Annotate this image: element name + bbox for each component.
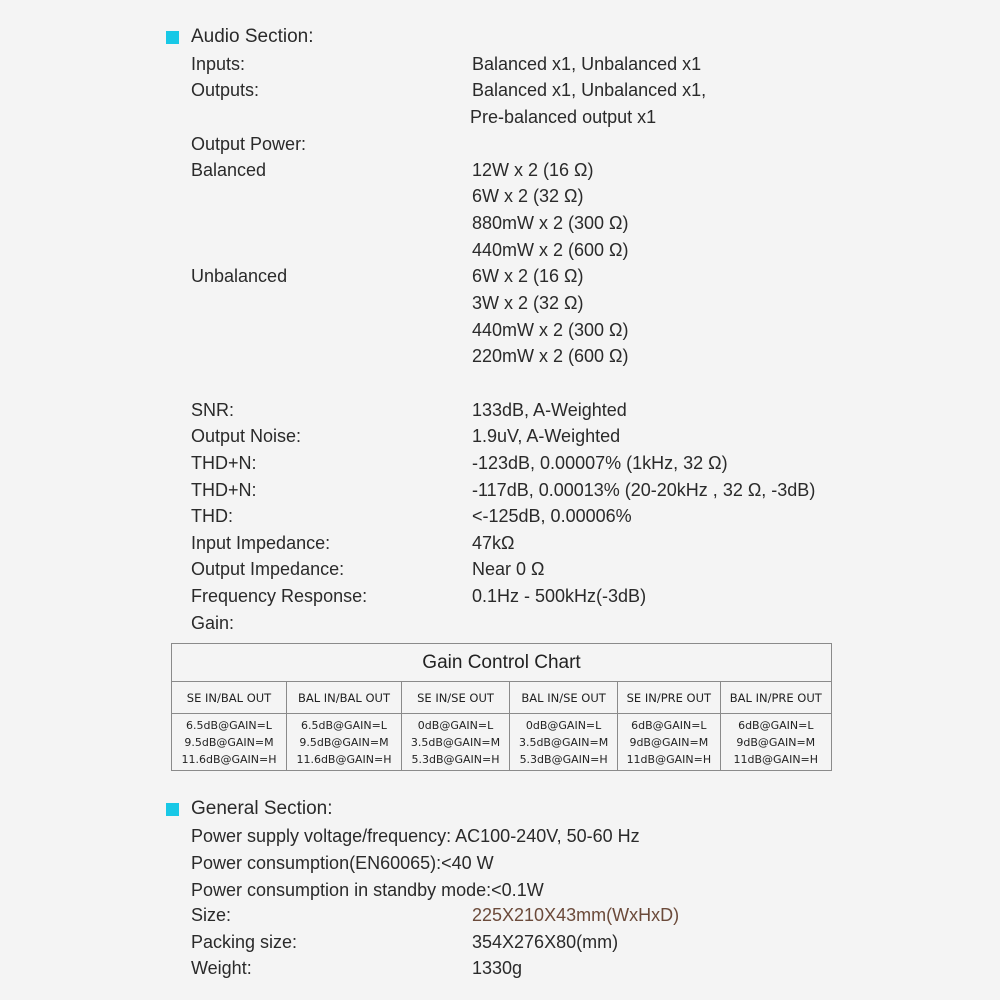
- gain-value: 5.3dB@GAIN=H: [411, 752, 500, 766]
- weight-value: 1330g: [472, 958, 523, 978]
- audio-spec-label: THD:: [191, 506, 233, 526]
- gain-chart-cell: [510, 714, 618, 771]
- audio-spec-label: Gain:: [191, 613, 235, 633]
- gain-control-chart: [171, 643, 832, 771]
- gain-chart-column-header: BAL IN/PRE OUT: [720, 682, 831, 714]
- audio-spec-value: 133dB, A-Weighted: [472, 400, 627, 420]
- packing-size-label: Packing size:: [191, 932, 298, 952]
- gain-value: 9.5dB@GAIN=M: [184, 735, 274, 749]
- gain-value: 9.5dB@GAIN=M: [299, 735, 389, 749]
- audio-spec-label: Unbalanced: [191, 266, 288, 286]
- audio-spec-label: Output Noise:: [191, 426, 302, 446]
- gain-chart-title: Gain Control Chart: [172, 644, 832, 682]
- audio-spec-label: Output Power:: [191, 134, 307, 154]
- audio-spec-value: Balanced x1, Unbalanced x1: [472, 54, 702, 74]
- audio-section-heading: Audio Section:: [191, 26, 314, 47]
- section-bullet-icon: [166, 31, 179, 44]
- gain-value: 11dB@GAIN=H: [733, 752, 819, 766]
- gain-chart-cell: [401, 714, 509, 771]
- general-spec-line: Power consumption in standby mode:<0.1W: [191, 880, 544, 900]
- audio-spec-label: SNR:: [191, 400, 235, 420]
- audio-spec-label: Output Impedance:: [191, 559, 345, 579]
- audio-spec-value: 220mW x 2 (600 Ω): [472, 346, 629, 366]
- size-label: Size:: [191, 905, 232, 925]
- audio-spec-value: 880mW x 2 (300 Ω): [472, 213, 629, 233]
- audio-spec-label: Outputs:: [191, 80, 260, 100]
- audio-spec-value: 0.1Hz - 500kHz(-3dB): [472, 586, 647, 606]
- gain-value: 3.5dB@GAIN=M: [410, 735, 501, 749]
- section-bullet-icon: [166, 803, 179, 816]
- gain-chart-column-header: BAL IN/SE OUT: [510, 682, 618, 714]
- gain-chart-column-header: SE IN/PRE OUT: [618, 682, 720, 714]
- audio-spec-label: THD+N:: [191, 453, 257, 473]
- audio-spec-label: Inputs:: [191, 54, 246, 74]
- audio-spec-label: Frequency Response:: [191, 586, 368, 606]
- packing-size-value: 354X276X80(mm): [472, 932, 619, 952]
- gain-value: 6dB@GAIN=L: [631, 718, 707, 732]
- gain-value: 9dB@GAIN=M: [629, 735, 709, 749]
- gain-value: 6.5dB@GAIN=L: [301, 718, 387, 732]
- gain-value: 0dB@GAIN=L: [417, 718, 494, 732]
- audio-spec-value: <-125dB, 0.00006%: [472, 506, 632, 526]
- gain-chart-cell: [720, 714, 831, 771]
- general-spec-line: Power supply voltage/frequency: AC100-240V, 50-60 Hz: [191, 826, 640, 846]
- gain-chart-cell: [286, 714, 401, 771]
- gain-value: 6.5dB@GAIN=L: [186, 718, 272, 732]
- audio-spec-value: 6W x 2 (32 Ω): [472, 186, 584, 206]
- audio-spec-value: 440mW x 2 (600 Ω): [472, 240, 629, 260]
- gain-value: 5.3dB@GAIN=H: [519, 752, 608, 766]
- audio-spec-value: -123dB, 0.00007% (1kHz, 32 Ω): [472, 453, 728, 473]
- gain-value: 11.6dB@GAIN=H: [296, 752, 392, 766]
- audio-spec-value: 6W x 2 (16 Ω): [472, 266, 584, 286]
- gain-chart-cell: [618, 714, 720, 771]
- general-spec-line: Power consumption(EN60065):<40 W: [191, 853, 494, 873]
- audio-spec-value: Near 0 Ω: [472, 559, 545, 579]
- gain-value: 9dB@GAIN=M: [736, 735, 816, 749]
- gain-chart-column-header: SE IN/SE OUT: [401, 682, 509, 714]
- audio-spec-value: 12W x 2 (16 Ω): [472, 160, 594, 180]
- gain-chart-column-header: SE IN/BAL OUT: [172, 682, 287, 714]
- audio-spec-label: Input Impedance:: [191, 533, 331, 553]
- audio-spec-value: -117dB, 0.00013% (20-20kHz , 32 Ω, -3dB): [472, 480, 816, 500]
- gain-chart-cell: [172, 714, 287, 771]
- audio-spec-value: 47kΩ: [472, 533, 515, 553]
- size-value: 225X210X43mm(WxHxD): [472, 905, 680, 925]
- audio-spec-label: Balanced: [191, 160, 267, 180]
- audio-spec-value: 1.9uV, A-Weighted: [472, 426, 621, 446]
- gain-value: 11.6dB@GAIN=H: [181, 752, 277, 766]
- general-section-heading: General Section:: [191, 798, 333, 819]
- gain-value: 0dB@GAIN=L: [525, 718, 602, 732]
- audio-spec-label: THD+N:: [191, 480, 257, 500]
- audio-spec-value: 3W x 2 (32 Ω): [472, 293, 584, 313]
- gain-value: 11dB@GAIN=H: [626, 752, 712, 766]
- audio-spec-value: 440mW x 2 (300 Ω): [472, 320, 629, 340]
- weight-label: Weight:: [191, 958, 252, 978]
- gain-value: 3.5dB@GAIN=M: [518, 735, 609, 749]
- audio-spec-value: Pre-balanced output x1: [470, 107, 657, 127]
- gain-chart-column-header: BAL IN/BAL OUT: [286, 682, 401, 714]
- gain-value: 6dB@GAIN=L: [738, 718, 814, 732]
- audio-spec-value: Balanced x1, Unbalanced x1,: [472, 80, 707, 100]
